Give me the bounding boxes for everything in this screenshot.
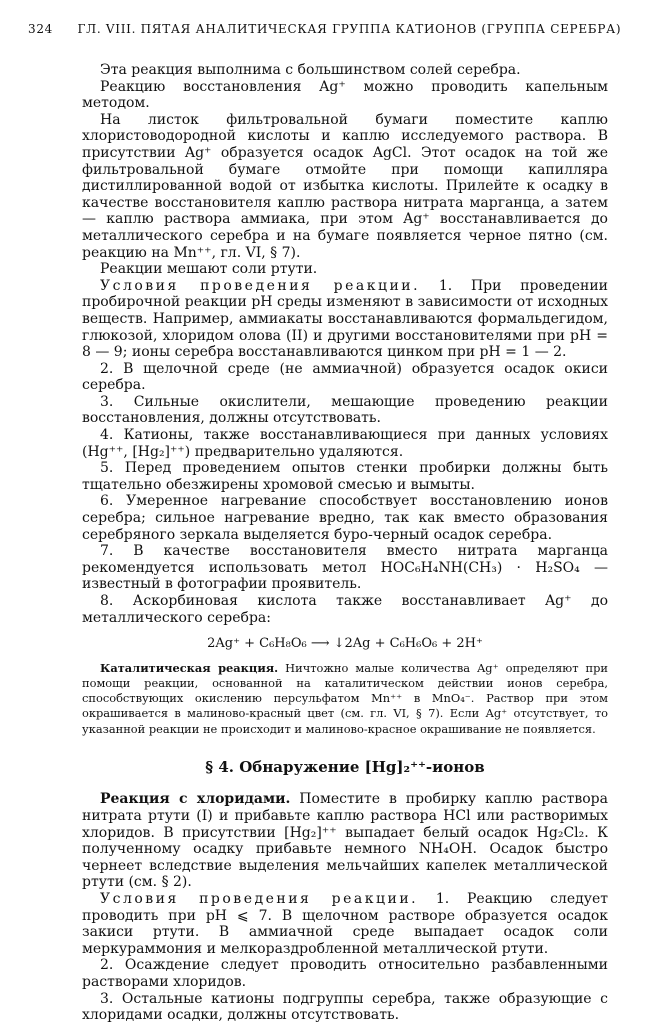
conditions-paragraph [82, 278, 608, 361]
page-body [82, 62, 608, 1024]
condition-item: 8. Аскорбиновая кислота также восстанавливает Ag⁺ до металлического серебра: [82, 593, 608, 626]
paragraph: Эта реакция выполнима с большинством солей серебра. [100, 62, 521, 78]
small-print-block [82, 661, 608, 737]
running-title: ГЛ. VIII. ПЯТАЯ АНАЛИТИЧЕСКАЯ ГРУППА КАТИОНОВ (ГРУППА СЕРЕБРА) [77, 22, 622, 36]
conditions-heading: Условия проведения реакции. [100, 890, 419, 907]
catalytic-heading: Каталитическая реакция. [100, 660, 279, 675]
section-title: § 4. Обнаружение [Hg]₂⁺⁺-ионов [205, 757, 485, 776]
condition-item: 6. Умеренное нагревание способствует восстановлению ионов серебра; сильное нагревание вредно, так как вместо образования серебряного зеркала выделяется буро-черный осадок серебра. [82, 493, 608, 543]
paragraph: Реакцию восстановления Ag⁺ можно проводить капельным методом. [82, 78, 608, 112]
condition-item: 2. Осаждение следует проводить относительно разбавленными растворами хлоридов. [82, 957, 608, 990]
chloride-text: Поместите в пробирку каплю раствора нитрата ртути (I) и прибавьте каплю раствора HCl или растворимых хлоридов. В присутствии [Hg₂]⁺⁺ выпадает белый осадок Hg₂Cl₂. К полученному осадку прибавьте немного NH₄OH. Осадок быстро чернеет вследствие выделения мельчайших капелек металлической ртути (см. § 2). [82, 791, 608, 891]
condition-item: 3. Сильные окислители, мешающие проведению реакции восстановления, должны отсутствовать. [82, 393, 608, 427]
page-number: 324 [28, 22, 54, 36]
chemical-equation: 2Ag⁺ + C₆H₈O₆ ⟶ ↓2Ag + C₆H₆O₆ + 2H⁺ [207, 636, 483, 652]
paragraph: Реакции мешают соли ртути. [100, 261, 318, 278]
condition-item: 4. Катионы, также восстанавливающиеся при данных условиях (Hg⁺⁺, [Hg₂]⁺⁺) предварительно удаляются. [82, 427, 608, 460]
page-header [28, 22, 628, 36]
condition-item: 7. В качестве восстановителя вместо нитрата марганца рекомендуется использовать метол HOC₆H₄NH(CH₃) · H₂SO₄ — известный в фотографии проявитель. [82, 543, 608, 593]
paragraph: На листок фильтровальной бумаги поместите каплю хлористоводородной кислоты и каплю исследуемого раствора. В присутствии Ag⁺ образуется осадок AgCl. Этот осадок на той же фильтровальной бумаге отмойте при помощи капилляра дистиллированной водой от избытка кислоты. Прилейте к осадку в качестве восстановителя каплю раствора нитрата марганца, а затем — каплю раствора аммиака, при этом Ag⁺ восстанавливается до металлического серебра и на бумаге появляется черное пятно (см. реакцию на Mn⁺⁺, гл. VI, § 7). [82, 111, 608, 261]
chloride-paragraph [82, 791, 608, 891]
condition-item: 5. Перед проведением опытов стенки пробирки должны быть тщательно обезжирены хромовой смесью и вымыты. [82, 460, 608, 493]
conditions-text: 1. Реакцию следует проводить при pH ⩽ 7. В щелочном растворе образуется осадок закиси ртути. В аммиачной среде выпадает осадок соли меркураммония и мелкораздробленной металлической ртути. [82, 890, 608, 957]
chloride-heading: Реакция с хлоридами. [100, 791, 291, 808]
conditions-heading: Условия проведения реакции. [100, 277, 421, 294]
condition-item: 2. В щелочной среде (не аммиачной) образуется осадок окиси серебра. [82, 360, 608, 394]
conditions-paragraph [82, 891, 608, 957]
catalytic-paragraph [82, 661, 608, 737]
condition-item: 3. Остальные катионы подгруппы серебра, также образующие с хлоридами осадки, должны отсутствовать. [82, 990, 608, 1024]
catalytic-text: Ничтожно малые количества Ag⁺ определяют при помощи реакции, основанной на каталитическом действии ионов серебра, способствующих окислению персульфатом Mn⁺⁺ в MnO₄⁻. Раствор при этом окрашивается в малиново-красный цвет (см. гл. VI, § 7). Если Ag⁺ отсутствует, то указанной реакции не происходит и малиново-красное окрашивание не появляется. [82, 660, 608, 736]
conditions-text: 1. При проведении пробирочной реакции pH среды изменяют в зависимости от исходных веществ. Например, аммиакаты восстанавливаются формальдегидом, глюкозой, хлоридом олова (II) и другими восстановителями при pH = 8 — 9; ионы серебра восстанавливаются цинком при pH = 1 — 2. [82, 277, 609, 361]
